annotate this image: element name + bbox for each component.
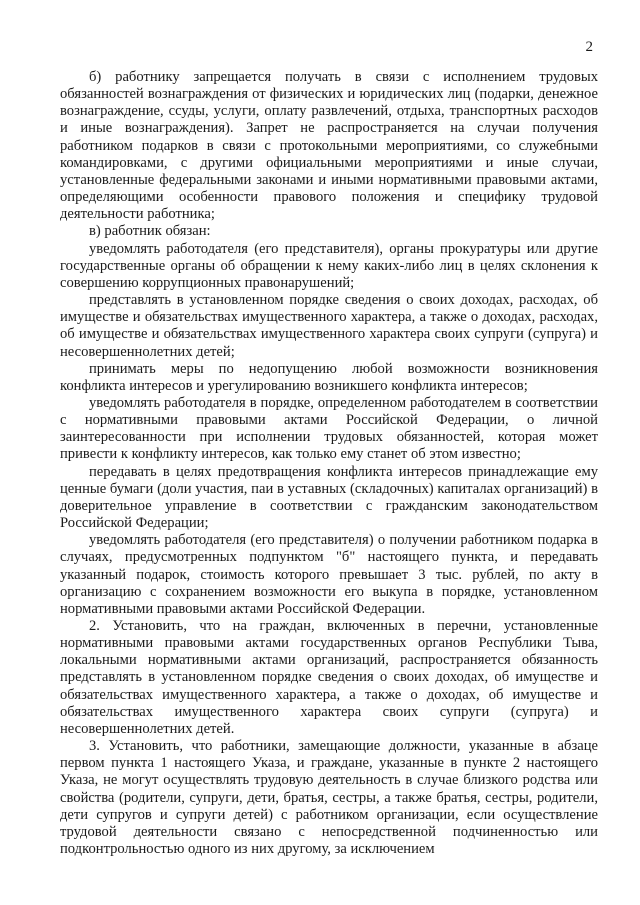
paragraph-prohibition-rewards: б) работнику запрещается получать в связи с исполнением трудовых обязанностей вознаграждения от физических и юридических лиц (подарки, денежное вознаграждение, ссуды, услуги, оплату развлечений, отдыха, транспортных расходов и иные вознаграждения). Запрет не распространяется на случаи получения работником подарков в связи с протокольными мероприятиями, со служебными командировками, с другими официальными мероприятиями и иные случаи, установленные федеральными законами и иными нормативными правовыми актами, определяющими особенности правового положения и специфику трудовой деятельности работника; <box>60 69 598 223</box>
paragraph-prevent-conflict: принимать меры по недопущению любой возможности возникновения конфликта интересов и урегулированию возникшего конфликта интересов; <box>60 360 598 394</box>
paragraph-item-3: 3. Установить, что работники, замещающие должности, указанные в абзаце первом пункта 1 настоящего Указа, и граждане, указанные в пункте 2 настоящего Указа, не могут осуществлять трудовую деятельность в случае близкого родства или свойства (родители, супруги, дети, братья, сестры, а также братья, сестры, родители, дети супругов и супруги детей) с работником организации, если осуществление трудовой деятельности связано с непосредственной подчиненностью или подконтрольностью одного из них другому, за исключением <box>60 738 598 858</box>
document-body <box>60 69 598 858</box>
paragraph-notify-corruption: уведомлять работодателя (его представителя), органы прокуратуры или другие государственные органы об обращении к нему каких-либо лиц в целях склонения к совершению коррупционных правонарушений; <box>60 240 598 291</box>
paragraph-transfer-securities: передавать в целях предотвращения конфликта интересов принадлежащие ему ценные бумаги (доли участия, паи в уставных (складочных) капиталах организаций) в доверительное управление в соответствии с гражданским законодательством Российской Федерации; <box>60 463 598 532</box>
paragraph-item-2: 2. Установить, что на граждан, включенных в перечни, установленные нормативными правовыми актами государственных органов Республики Тыва, локальными нормативными актами организаций, распространяется обязанность представлять в установленном порядке сведения о своих доходах, об имуществе и обязательствах имущественного характера, а также о доходах, об имуществе и обязательствах имущественного характера своих супруги (супруга) и несовершеннолетних детей. <box>60 618 598 737</box>
paragraph-notify-interest: уведомлять работодателя в порядке, определенном работодателем в соответствии с нормативными правовыми актами Российской Федерации, о личной заинтересованности при исполнении трудовых обязанностей, которая может привести к конфликту интересов, как только ему станет об этом известно; <box>60 394 598 463</box>
paragraph-submit-income: представлять в установленном порядке сведения о своих доходах, расходах, об имуществе и обязательствах имущественного характера, а также о доходах, расходах, об имуществе и обязательствах имущественного характера своих супруги (супруга) и несовершеннолетних детей; <box>60 292 598 360</box>
paragraph-notify-gift: уведомлять работодателя (его представителя) о получении работником подарка в случаях, предусмотренных подпунктом "б" настоящего пункта, и передавать указанный подарок, стоимость которого превышает 3 тыс. рублей, по акту в организацию с сохранением возможности его выкупа в порядке, установленном нормативными правовыми актами Российской Федерации. <box>60 532 598 617</box>
page-number: 2 <box>585 39 593 55</box>
paragraph-employee-obliged: в) работник обязан: <box>89 223 211 240</box>
